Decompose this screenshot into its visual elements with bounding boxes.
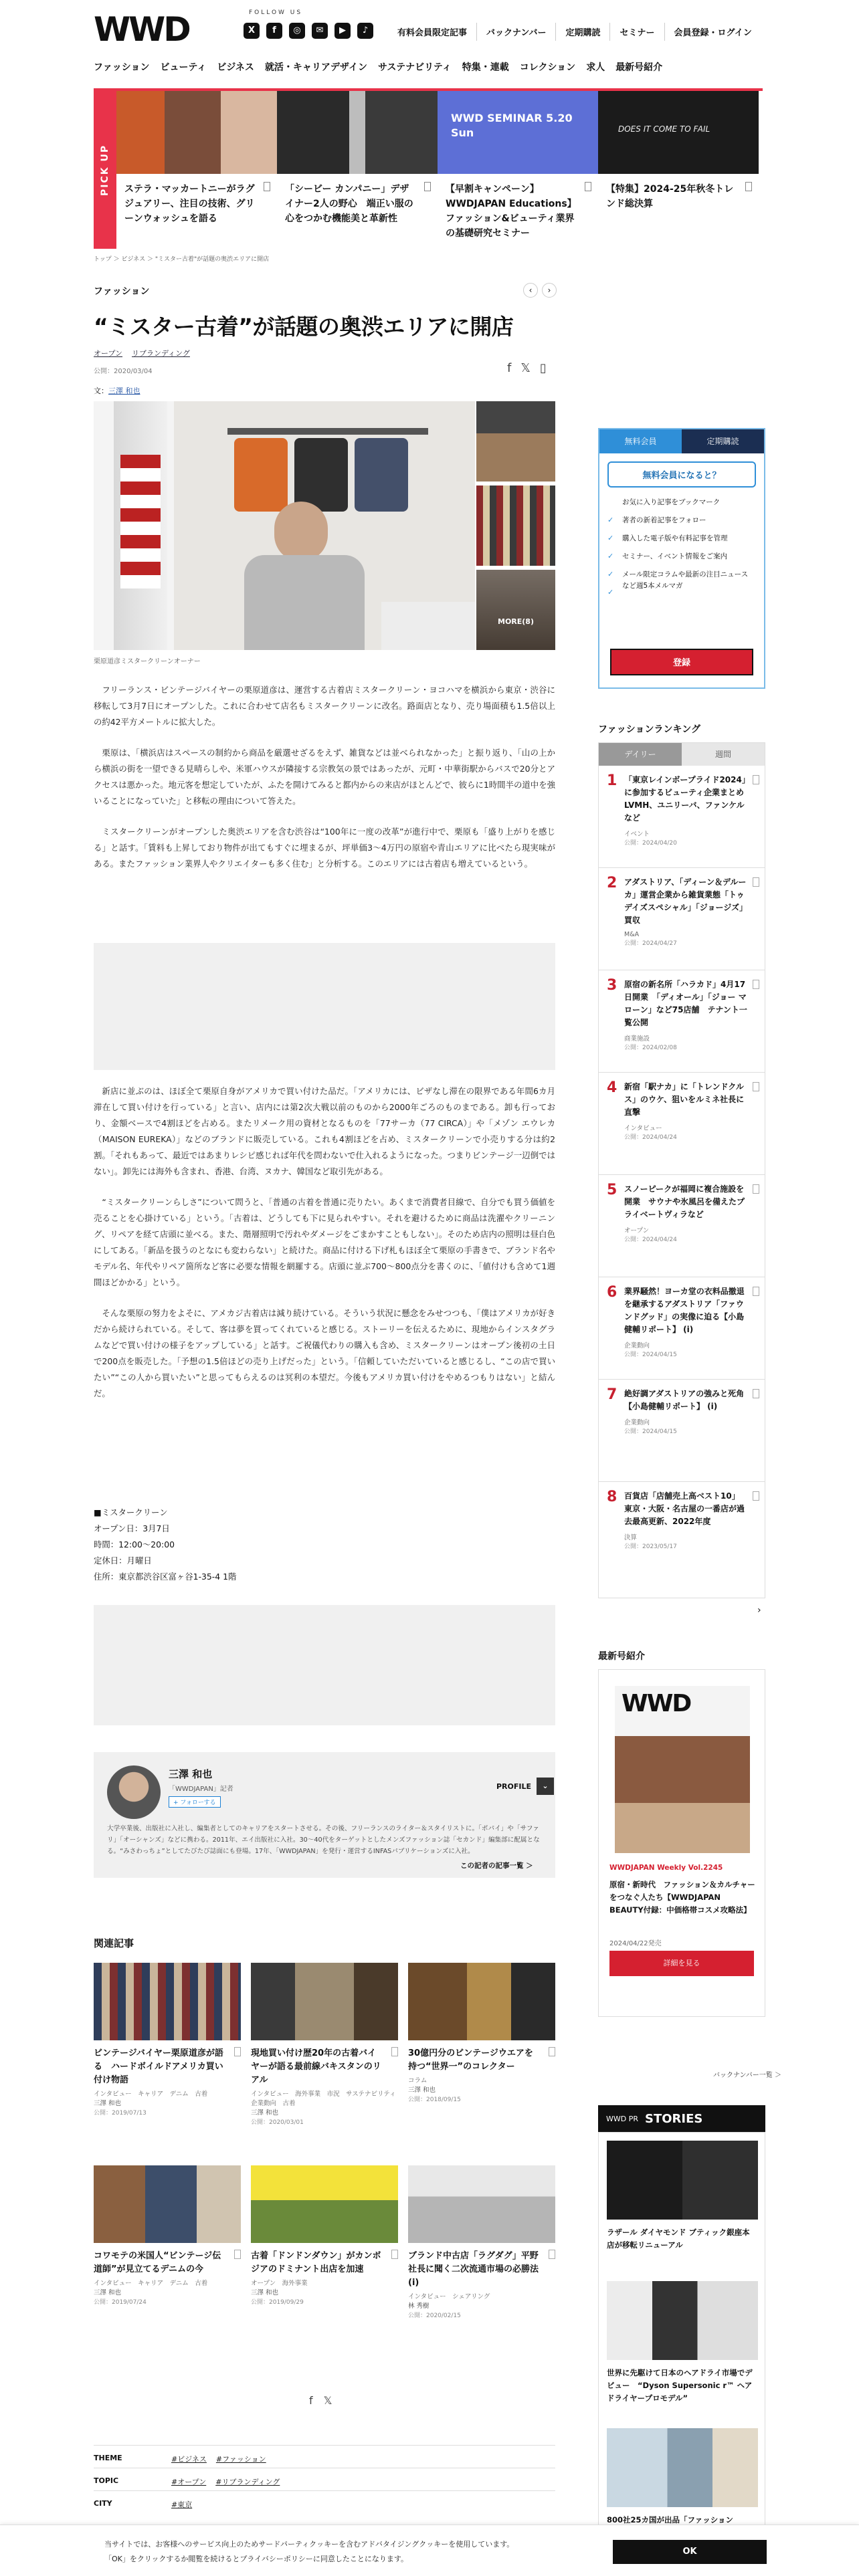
author-bio: 大学卒業後、出版社に入社し、編集者としてのキャリアをスタートさせる。その後、フリーランスのライター＆スタイリストに。「ポパイ」や「サファリ」「オーシャンズ」などに携わる。2011年、エイ出版社に入社。30〜40代をターゲットとしたメンズファッション誌「セカンド」編集部に配属となる。“みさわっちょ”としてたびたび誌面にも登場。17年、「WWDJAPAN」を発行・運営するINFASパブリケーションズに入社。 (107, 1825, 540, 1855)
x-share-icon[interactable]: 𝕏 (520, 361, 531, 375)
rank-number: 5 (607, 1182, 617, 1198)
pr-list (598, 2132, 765, 2533)
line-icon[interactable]: ✉ (312, 23, 328, 39)
ad-slot (94, 1605, 555, 1725)
related-date: 公開：2019/09/29 (251, 2299, 304, 2306)
pickup-item[interactable] (598, 91, 759, 249)
pickup-title: 【特集】2024-25年秋冬トレンド総決算 (606, 184, 734, 209)
ranking-item[interactable] (599, 1482, 765, 1584)
x-share-icon[interactable]: 𝕏 (323, 2394, 332, 2407)
rank-title: スノーピークが福岡に複合施設を開業 サウナや氷風呂を備えたプライベートヴィラなど (624, 1184, 745, 1219)
rank-number: 2 (607, 875, 617, 891)
rank-date: 公開：2024/04/15 (624, 1352, 677, 1358)
author-name[interactable]: 三澤 和也 (169, 1768, 213, 1780)
main-nav (94, 60, 673, 74)
related-author: 三澤 和也 (94, 2289, 122, 2296)
social-links (244, 23, 373, 39)
meta-label: CITY (94, 2499, 112, 2508)
benefit-item: メール限定コラムや最新の注目ニュースなど週5本メルマガ (622, 570, 749, 590)
membership-box (598, 428, 765, 689)
byline (94, 385, 140, 396)
ad-slot (94, 943, 555, 1070)
nav-career[interactable]: 就活・キャリアデザイン (264, 62, 367, 73)
meta-tag[interactable]: #ファッション (215, 2455, 266, 2464)
nav-beauty[interactable]: ビューティ (160, 62, 207, 73)
chevron-down-icon: ⌄ (537, 1778, 554, 1795)
related-card[interactable] (251, 1963, 403, 2127)
pr-item[interactable] (607, 2428, 757, 2535)
bookmark-icon[interactable] (391, 2250, 398, 2259)
pickup-image: DOES IT COME TO FAIL (598, 91, 759, 174)
ranking-item[interactable] (599, 1073, 765, 1175)
back-number-link[interactable]: バックナンバー (476, 23, 555, 41)
rank-date: 公開：2024/02/08 (624, 1045, 677, 1051)
section-label[interactable]: ファッション (94, 286, 150, 297)
profile-toggle[interactable] (496, 1778, 554, 1795)
pickup-image (277, 91, 438, 174)
bookmark-icon[interactable] (549, 2047, 555, 2056)
x-icon[interactable]: X (244, 23, 260, 39)
login-link[interactable]: 会員登録・ログイン (664, 23, 761, 41)
membership-heading: 無料会員になると？ (607, 461, 756, 488)
cookie-ok-button[interactable]: OK (613, 2540, 767, 2564)
tiktok-icon[interactable]: ♪ (357, 23, 373, 39)
issue-description[interactable]: 原宿・新時代 ファッション＆カルチャーをつなぐ人たち【WWDJAPAN BEAUTY付録：中価格帯コスメ攻略法】 (609, 1880, 755, 1915)
related-date: 公開：2019/07/24 (94, 2299, 147, 2306)
related-date: 公開：2019/07/13 (94, 2110, 147, 2117)
nav-jobs[interactable]: 求人 (586, 62, 605, 73)
facebook-share-icon[interactable]: f (507, 361, 512, 375)
nav-features[interactable]: 特集・連載 (462, 62, 509, 73)
related-keywords: インタビュー 海外事業 市況 サステナビリティ 企業動向 古着 (251, 2090, 403, 2107)
related-image (408, 1963, 555, 2040)
bookmark-icon[interactable] (549, 2250, 555, 2259)
rank-date: 公開：2024/04/24 (624, 1134, 677, 1141)
related-image (408, 2165, 555, 2243)
cookie-text: 「OK」をクリックするか閲覧を続けるとプライバシーポリシーに同意したことになります。 (104, 2555, 408, 2563)
tab-weekly[interactable]: 週間 (714, 750, 731, 759)
article-body-continued (94, 1083, 555, 1402)
rank-number: 3 (607, 977, 617, 994)
utility-links (388, 23, 761, 41)
nav-latest-issue[interactable]: 最新号紹介 (615, 62, 663, 73)
profile-label: PROFILE (496, 1782, 532, 1791)
facebook-share-icon[interactable]: f (309, 2394, 313, 2407)
pr-title: 800社25カ国が出品「ファッション (607, 2515, 734, 2525)
related-card[interactable] (408, 1963, 555, 2105)
author-articles-link[interactable]: この記者の記事一覧 ＞ (460, 1862, 533, 1870)
related-title: ブランド中古店「ラグダグ」平野社長に聞く二次流通市場の必勝法 (i) (408, 2251, 539, 2288)
related-image (251, 2165, 398, 2243)
rank-date: 公開：2024/04/24 (624, 1237, 677, 1243)
meta-tag[interactable]: #オープン (171, 2478, 207, 2486)
bottom-share (309, 2394, 332, 2407)
follow-button[interactable]: + フォローする (169, 1796, 221, 1808)
article-title: “ミスター古着”が話題の奥渋エリアに開店 (94, 314, 514, 340)
ranking-item[interactable] (599, 1175, 765, 1277)
pickup-title: 「シービー カンパニー」デザイナー2人の野心 端正い服の心をつかむ機能美と革新性 (285, 184, 413, 224)
tab-subscription[interactable]: 定期購読 (682, 429, 764, 453)
paragraph: “ミスタークリーンらしさ”について問うと、「普通の古着を普通に売りたい。あくまで消費者目線で、自分でも買う価値を売ることを心掛けている」という。「古着は、どうしても下に見られやすい。それを避けるために商品は洗濯やクリーニング、リペアを経て店頭に並べる。また、階層照明で汚れやダメージをごまかすこともしない」。そのため店内の照明は昼白色にしてある。「新品を扱うのとなにも変わらない」と続けた。商品に付ける下げ札もほぼ全て栗原の手書きで、ブランド名やモデル名、年代やリペア箇所など客に必要な情報を網羅する。店頭に並ぶ700〜800点分を書くのに、「値付けも含めて1週間ほどかかる」という。 (94, 1197, 555, 1287)
related-author: 三澤 和也 (251, 2109, 279, 2117)
bookmark-icon[interactable] (753, 1082, 759, 1091)
paragraph: そんな栗原の努力をよそに、アメカジ古着店は減り続けている。そういう状況に懸念をみせつつも、「僕はアメリカが好きだから続けられている。そして、客は夢を買ってくれていると感じる。ストーリーを伝えるために、現地からインスタグラムなどで買い付けの様子をアップしている」と話す。ご祝儀代わりの購入も含め、ミスタークリーンはオープン後初の土日で200点を販売した。「予想の1.5倍ほどの売り上げだった」という。「信頼していただいていると感じるし、“この店で買いたい”“この人から買いたい”と思ってもらえるのは冥利の本望だ。今後もアメリカ買い付けをやめるつもりはない」と結んだ。 (94, 1308, 555, 1398)
latest-issue-card (598, 1669, 765, 2017)
latest-heading: 最新号紹介 (598, 1651, 645, 1662)
related-card[interactable] (94, 1963, 241, 2118)
header (94, 9, 763, 49)
cookie-text: 当サイトでは、お客様へのサービス向上のためサードパーティクッキーを含むアドバタイジングクッキーを使用しています。 (104, 2540, 514, 2549)
related-title: 現地買い付け歴20年の古着バイヤーが語る最前線バキスタンのリアル (251, 2048, 381, 2085)
meta-theme (94, 2445, 555, 2464)
related-author: 三澤 和也 (251, 2289, 279, 2296)
ranking-item[interactable] (599, 1380, 765, 1482)
rank-number: 8 (607, 1489, 617, 1505)
share-buttons (507, 361, 547, 375)
pr-image (607, 2141, 758, 2220)
related-title: コワモテの米国人“ビンテージ伝道師”が見立てるデニムの今 (94, 2251, 221, 2274)
related-keywords: コラム (408, 2077, 427, 2084)
bookmark-icon[interactable] (585, 182, 591, 191)
benefit-item: お気に入り記事をブックマーク (622, 498, 721, 506)
meta-label: TOPIC (94, 2476, 119, 2485)
related-date: 公開：2020/02/15 (408, 2313, 461, 2319)
tab-free-member[interactable]: 無料会員 (599, 429, 682, 453)
hero-photo[interactable] (94, 401, 475, 650)
rank-category: インタビュー (624, 1125, 662, 1132)
pr-image (607, 2428, 758, 2507)
benefit-item: 著者の新着記事をフォロー (622, 516, 706, 524)
ranking-heading: ファッションランキング (598, 724, 701, 735)
byline-author-link[interactable]: 三澤 和也 (108, 387, 140, 395)
rank-category: 企業動向 (624, 1419, 650, 1426)
rank-title: アダストリア、「ディーン＆デルーカ」運営企業から雑貨業態「トゥデイズスペシャル」「ジョージズ」買収 (624, 877, 747, 925)
bookmark-icon[interactable] (753, 1491, 759, 1501)
facebook-icon[interactable]: f (266, 23, 282, 39)
bookmark-icon[interactable] (753, 1184, 759, 1194)
issue-volume: WWDJAPAN Weekly Vol.2245 (609, 1864, 723, 1872)
photo-thumb[interactable] (476, 486, 555, 566)
related-keywords: インタビュー シェアリング (408, 2293, 490, 2300)
related-title: ビンテージバイヤー栗原道彦が語る ハードボイルドアメリカ買い付け物語 (94, 2048, 223, 2085)
related-author: 三澤 和也 (408, 2086, 436, 2094)
paragraph: 栗原は、「横浜店はスペースの制約から商品を厳選せざるをえず、雑貨などは並べられなかった」と振り返り、「山の上から横浜の街を一望できる見晴らしや、米軍ハウスが隣接する宗教気の景ではあったが、元町・中華街駅からバスで20分とアクセスは悪かった。地元客を想定していたが、ふたを開けてみると都内からの来店がほとんどで、彼らに1時間半の道中を強いることになっていた」と移転の理由について答えた。 (94, 748, 555, 806)
rank-category: 商業施設 (624, 1035, 650, 1043)
pickup-item[interactable] (438, 91, 598, 249)
store-info (94, 1505, 236, 1585)
instagram-icon[interactable]: ◎ (289, 23, 305, 39)
stories-label: STORIES (645, 2111, 703, 2126)
breadcrumb[interactable]: トップ ＞ ビジネス ＞ "ミスター古着"が話題の奥渋エリアに開店 (94, 256, 270, 263)
related-heading: 関連記事 (94, 1937, 134, 1949)
related-date: 公開：2018/09/15 (408, 2097, 461, 2103)
rank-title: 新宿「駅ナカ」に「トレンドクルス」のウケ、狙いをルミネ社長に直撃 (624, 1082, 745, 1117)
meta-city (94, 2490, 555, 2510)
seminar-link[interactable]: セミナー (609, 23, 664, 41)
ranking-item[interactable] (599, 1277, 765, 1380)
rank-title: 「東京レインボープライド2024」に参加するビューティ企業まとめ LVMH、ユニリーバ、ファンケルなど (624, 775, 753, 823)
rank-number: 7 (607, 1386, 617, 1403)
rank-date: 公開：2023/05/17 (624, 1543, 677, 1550)
pickup-image: WWD SEMINAR 5.20 Sun (438, 91, 598, 174)
bookmark-icon[interactable] (753, 1287, 759, 1296)
pickup-label: PICK UP (94, 91, 116, 249)
benefit-item: 購入した電子版や有料記事を管理 (622, 534, 728, 542)
nav-collection[interactable]: コレクション (519, 62, 576, 73)
store-info-closed: 定休日：月曜日 (94, 1555, 152, 1566)
paragraph: フリーランス・ビンテージバイヤーの栗原道彦は、運営する古着店ミスタークリーン・ヨコハマを横浜から東京・渋谷に移転して3月7日にオープンした。これに合わせて店名もミスタークリーンに改名。路面店となり、売り場面積も1.5倍以上の約42平方メートルに拡大した。 (94, 685, 555, 727)
bookmark-icon[interactable] (753, 980, 759, 989)
tag-link[interactable]: オープン (94, 349, 123, 358)
premium-articles-link[interactable]: 有料会員限定記事 (397, 28, 468, 38)
meta-tag[interactable]: #東京 (171, 2500, 193, 2509)
bookmark-icon[interactable] (753, 1389, 759, 1398)
meta-topic (94, 2468, 555, 2487)
rank-title: 百貨店「店舗売上高ベスト10」 東京・大阪・名古屋の一番店が過去最高更新、2022年度 (624, 1491, 745, 1526)
paragraph: ミスタークリーンがオープンした奥渋エリアを含む渋谷は“100年に一度の改革”が進行中で、栗原も「盛り上がりを感じる」と話す。「賃料も上昇しており物件が出てもすぐに埋まるが、坪単価3〜4万円の原宿や青山エリアに比べたら現実味がある。またファッション業界人やクリエイターも多く住む」と分析する。このエリアには古着店も増えているという。 (94, 827, 555, 869)
bookmark-icon[interactable] (753, 877, 759, 887)
cover-logo: WWD (622, 1690, 691, 1717)
rank-date: 公開：2024/04/20 (624, 840, 677, 847)
bookmark-icon[interactable] (424, 182, 431, 191)
pickup-image (116, 91, 277, 174)
store-info-open: オープン日：3月7日 (94, 1523, 170, 1533)
pr-item[interactable] (607, 2281, 757, 2428)
rank-number: 6 (607, 1284, 617, 1301)
rank-number: 1 (607, 772, 617, 789)
related-keywords: オープン 海外事業 (251, 2280, 308, 2287)
bookmark-icon[interactable] (745, 182, 752, 191)
article-body (94, 682, 555, 872)
youtube-icon[interactable]: ▶ (335, 23, 351, 39)
ranking-item[interactable] (599, 766, 765, 868)
bookmark-icon[interactable] (234, 2047, 241, 2056)
cookie-banner (0, 2525, 859, 2576)
nav-business[interactable]: ビジネス (217, 62, 254, 73)
pickup-carousel (94, 88, 763, 249)
related-image (94, 1963, 241, 2040)
related-card[interactable] (94, 2165, 241, 2307)
rank-category: 決算 (624, 1534, 638, 1541)
store-info-address: 住所：東京都渋谷区富ヶ谷1-35-4 1階 (94, 1572, 237, 1582)
pr-label: WWD PR (606, 2114, 638, 2123)
pickup-item[interactable] (277, 91, 438, 249)
rank-category: オープン (624, 1227, 650, 1235)
pr-image (607, 2281, 758, 2360)
byline-label: 文： (94, 387, 108, 395)
meta-tag[interactable]: #リブランディング (215, 2478, 280, 2486)
rank-category: 企業動向 (624, 1342, 650, 1350)
ranking-item[interactable] (599, 868, 765, 970)
related-author: 三澤 和也 (94, 2100, 122, 2107)
register-button[interactable]: 登録 (610, 649, 753, 675)
store-info-hours: 時間：12:00〜20:00 (94, 1539, 175, 1549)
next-arrow-icon[interactable]: › (542, 283, 557, 298)
photo-thumb[interactable] (476, 401, 555, 481)
prev-arrow-icon[interactable]: ‹ (523, 283, 538, 298)
bookmark-icon[interactable]: ▯ (539, 361, 547, 375)
bookmark-icon[interactable] (391, 2047, 398, 2056)
benefit-item: セミナー、イベント情報をご案内 (622, 552, 728, 560)
avatar[interactable] (107, 1765, 161, 1819)
pr-title: 世界に先駆けて日本のヘアドライ市場でデビュー “Dyson Supersonic r™ ヘアドライヤープロモデル” (607, 2368, 753, 2403)
rank-number: 4 (607, 1079, 617, 1096)
more-photos-button[interactable]: MORE(8) (476, 570, 555, 650)
cover-image[interactable] (615, 1686, 750, 1853)
related-card[interactable] (251, 2165, 398, 2307)
bookmark-icon[interactable] (753, 775, 759, 784)
subscription-link[interactable]: 定期購読 (555, 23, 609, 41)
related-title: 30億円分のビンテージウエアを持つ“世界一”のコレクター (408, 2048, 533, 2072)
paragraph: 新店に並ぶのは、ほぼ全て栗原自身がアメリカで買い付けた品だ。「アメリカには、ビザなし滞在の限界である年間6カ月滞在して買い付けを行っている」と言い、店内には第2次大戦以前のものから2000年ごろのものまである。卸も行っており、金額ベースで4割ほどを占める。またリメーク用の資材となるものを「77サーカ（77 CIRCA）」や「メゾン エウレカ（MAISON EUREKA）」などのブランドに販売している。これも4割ほどを占め、ミスタークリーンで小売りする分は約2割。「それもあって、最近ではあまりレシピ感じれば年代を問わないで仕入れるようになった。つまりビンテージ一辺倒ではない」。卸先には海外も含まれ、香港、台湾、ヌカナ、韓国など取引先がある。 (94, 1086, 555, 1176)
rank-date: 公開：2024/04/27 (624, 940, 677, 947)
store-info-heading: ■ミスタークリーン (94, 1507, 168, 1517)
related-date: 公開：2020/03/01 (251, 2119, 304, 2126)
bookmark-icon[interactable] (264, 182, 270, 191)
author-role: 「WWDJAPAN」記者 (169, 1786, 233, 1793)
ranking-next-icon[interactable]: › (757, 1605, 761, 1616)
related-image (251, 1963, 398, 2040)
site-logo[interactable]: WWD (94, 10, 189, 49)
related-image (94, 2165, 241, 2243)
pickup-title: ステラ・マッカートニーがラグジュアリー、注目の技術、グリーンウォッシュを語る (124, 184, 255, 224)
photo-thumbnails (476, 401, 555, 654)
issue-date: 2024/04/22発売 (609, 1940, 662, 1947)
related-title: 古着「ドンドンダウン」がカンボジアのドミナント出店を加速 (251, 2251, 381, 2274)
related-author: 林 秀樹 (408, 2302, 430, 2310)
rank-title: 業界騒然！ヨーカ堂の衣料品撤退を継承するアダストリア「ファウンドグッド」の実像に迫る【小島健輔リポート】 (i) (624, 1287, 745, 1334)
pickup-item[interactable] (116, 91, 277, 249)
back-number-list-link[interactable]: バックナンバー一覧 ＞ (713, 2072, 781, 2079)
pr-title: ラザール ダイヤモンド ブティック銀座本店が移転リニューアル (607, 2228, 750, 2250)
nav-sustainability[interactable]: サステナビリティ (377, 62, 452, 73)
photo-thumb[interactable] (476, 570, 555, 650)
nav-fashion[interactable]: ファッション (94, 62, 150, 73)
rank-title: 絶好調アダストリアの強みと死角【小島健輔リポート】 (i) (624, 1389, 745, 1411)
check-icons: ✓ ✓ ✓ ✓ ✓ (607, 516, 614, 597)
photo-caption: 栗原道彦ミスタークリーンオーナー (94, 658, 201, 665)
issue-details-button[interactable]: 詳細を見る (609, 1951, 754, 1976)
pr-stories-header (598, 2105, 765, 2132)
related-keywords: インタビュー キャリア デニム 古着 (94, 2090, 208, 2098)
follow-us-label: FOLLOW US (249, 9, 303, 16)
rank-category: M&A (624, 931, 640, 938)
rank-date: 公開：2024/04/15 (624, 1428, 677, 1435)
ranking-item[interactable] (599, 970, 765, 1073)
ranking-list (598, 742, 765, 1598)
rank-title: 原宿の新名所「ハラカド」4月17日開業 「ディオール」「ジョー マローン」など75店舗 テナント一覧公開 (624, 980, 747, 1027)
meta-label: THEME (94, 2454, 122, 2462)
related-card[interactable] (408, 2165, 555, 2321)
article-tags (94, 348, 190, 358)
bookmark-icon[interactable] (234, 2250, 241, 2259)
rank-category: イベント (624, 831, 650, 838)
tab-daily[interactable]: デイリー (599, 743, 682, 766)
tag-link[interactable]: リブランディング (132, 349, 190, 358)
pickup-title: 【早割キャンペーン】WWDJAPAN Educations】ファッション&ビューティ業界の基礎研究セミナー (446, 184, 577, 239)
related-keywords: インタビュー キャリア デニム 古着 (94, 2280, 208, 2287)
author-box (94, 1752, 555, 1878)
publish-date: 公開：2020/03/04 (94, 368, 153, 375)
pr-item[interactable] (607, 2141, 757, 2281)
meta-tag[interactable]: #ビジネス (171, 2455, 207, 2464)
